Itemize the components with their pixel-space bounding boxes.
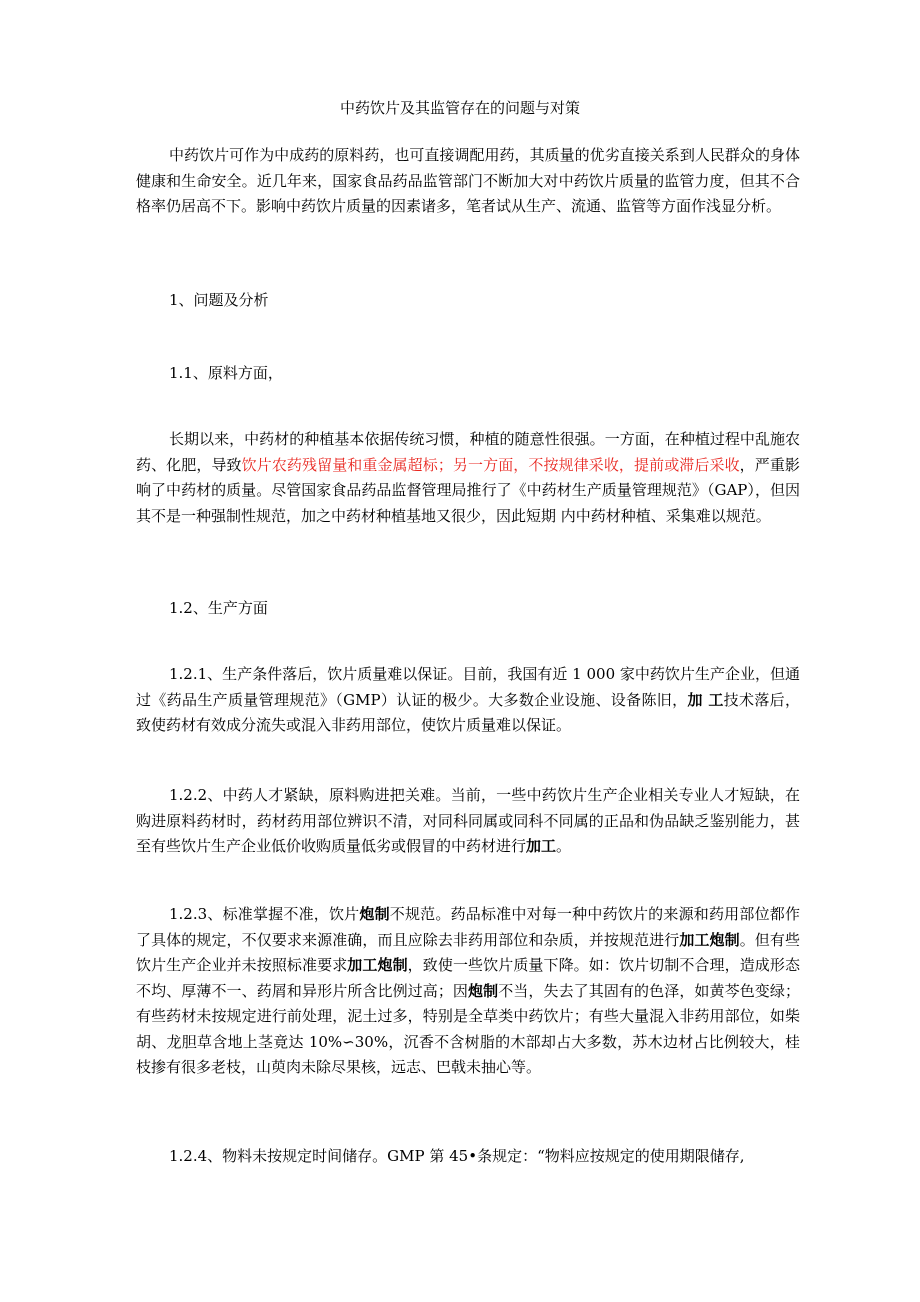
bold-text: 加工炮制 [347,956,408,974]
paragraph-1-2-3 [136,902,800,1081]
bold-text: 加工 [526,837,557,855]
text-run: 不当，失去了其固有的色泽，如黄芩色变绿；有些药材未按规定进行前处理，泥土过多，特别是全草类中药饮片；有些大量混入非药用部位，如柴胡、龙胆草含地上茎竟达 10%∽30%，沉香不含树脂的木部却占大多数，苏木边材占比例较大，桂枝掺有很多老枝，山萸肉未除尽果核，远志、巴戟未抽心等。 [136,981,800,1076]
bold-text: 炮制 [468,981,499,1000]
intro-paragraph: 中药饮片可作为中成药的原料药，也可直接调配用药，其质量的优劣直接关系到人民群众的身体健康和生命安全。近几年来，国家食品药品监管部门不断加大对中药饮片质量的监管力度，但其不合格率仍居高不下。影响中药饮片质量的因素诸多，笔者试从生产、流通、监管等方面作浅显分析。 [136,146,800,215]
text-run: 1.2.1、生产条件落后，饮片质量难以保证。目前，我国有近 1 000 家中药饮片生产企业，但通过《药品生产质量管理规范》（GMP）认证的极少。大多数企业设施、设备陈旧， [136,665,800,709]
highlighted-text: 提前或滞后采收 [634,455,740,474]
paragraph-1-2-2 [136,783,800,860]
bold-text: 炮制 [359,905,390,923]
section-heading-1-2: 1.2、生产方面 [169,599,268,617]
text-run: ，严重影响了中药材的质量。尽管国家食品药品监督管理局推行了《中药材生产质量管理规范》（GAP），但因其不是一种强制性规范，加之中药材种植基地又很少，因此短期 内中药材种植、采集难以规范。 [136,455,800,525]
paragraph-1-2-1 [136,662,800,739]
bold-text: 加工炮制 [679,930,740,949]
section-heading-1-1: 1.1、原料方面， [169,364,283,382]
text-run: 技术落后，致使药材有效成分流失或混入非药用部位，使饮片质量难以保证。 [136,690,800,734]
bold-text: 加 工 [687,690,724,709]
text-run: 不规范。药品标准中对每一种中药饮片的来源和药用部位都作了具体的规定，不仅要求来源准确，而且应除去非药用部位和杂质，并按规范进行 [136,905,800,949]
text-run: 。 [556,837,572,855]
text-run: 。但有些饮片生产企业并未按照标准要求 [136,930,800,974]
text-run: 1.2.3、标准掌握不准，饮片 [169,905,360,923]
paragraph-1-2-4: 1.2.4、物料未按规定时间储存。GMP 第 45•条规定：“物料应按规定的使用期限储存, [169,1147,745,1165]
highlighted-text: 饮片农药残留量和重金属超标 [241,455,438,474]
text-run: ，致使一些饮片质量下降。如：饮片切制不合理，造成形态不均、厚薄不一、药屑和异形片所含比例过高；因 [136,956,800,1000]
text-run: 长期以来，中药材的种植基本依据传统习惯，种植的随意性很强。一方面，在种植过程中乱施农药、化肥，导致 [136,430,800,474]
highlighted-text: ；另一方面，不按规律采收， [437,455,635,474]
text-run: 1.2.2、中药人才紧缺，原料购进把关难。当前，一些中药饮片生产企业相关专业人才短缺，在购进原料药材时，药材药用部位辨识不清，对同科同属或同科不同属的正品和伪品缺乏鉴别能力，甚至有些饮片生产企业低价收购质量低劣或假冒的中药材进行 [136,786,800,855]
paragraph-1-1 [136,427,800,529]
section-heading-1: 1、问题及分析 [169,291,269,309]
document-title: 中药饮片及其监管存在的问题与对策 [339,99,580,117]
